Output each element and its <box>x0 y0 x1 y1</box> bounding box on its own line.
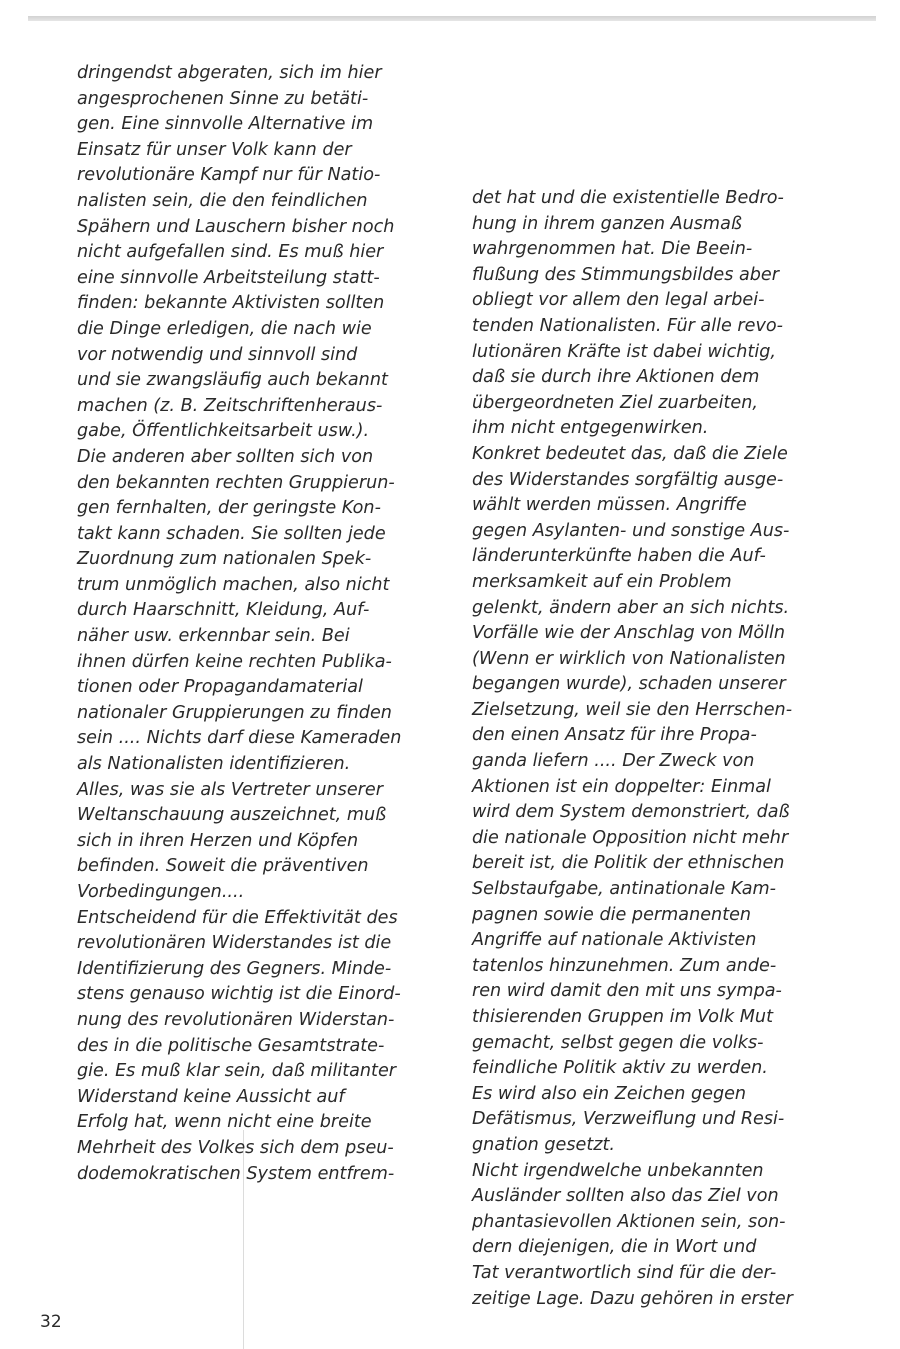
text-line: nung des revolutionären Widerstan- <box>77 1009 395 1030</box>
text-line: nicht aufgefallen sind. Es muß hier <box>77 242 384 263</box>
text-line: Zuordnung zum nationalen Spek- <box>77 549 372 570</box>
text-line: ihm nicht entgegenwirken. <box>472 418 709 439</box>
text-line: dern diejenigen, die in Wort und <box>472 1237 757 1258</box>
text-line: Ausländer sollten also das Ziel von <box>472 1186 779 1207</box>
text-line: und sie zwangsläufig auch bekannt <box>77 370 388 391</box>
text-line: des in die politische Gesamtstrate- <box>77 1035 385 1056</box>
text-line: daß sie durch ihre Aktionen dem <box>472 367 760 388</box>
text-line: dodemokratischen System entfrem- <box>77 1163 395 1184</box>
text-line: flußung des Stimmungsbildes aber <box>472 264 779 285</box>
text-line: Nicht irgendwelche unbekannten <box>472 1160 764 1181</box>
text-line: wahrgenommen hat. Die Beein- <box>472 239 753 260</box>
text-line: Mehrheit des Volkes sich dem pseu- <box>77 1137 394 1158</box>
text-line: finden: bekannte Aktivisten sollten <box>77 293 385 314</box>
text-line: eine sinnvolle Arbeitsteilung statt- <box>77 267 380 288</box>
text-line: machen (z. B. Zeitschriftenheraus- <box>77 395 383 416</box>
text-line: hung in ihrem ganzen Ausmaß <box>472 213 742 234</box>
text-line: Angriffe auf nationale Aktivisten <box>472 930 757 951</box>
text-line: (Wenn er wirklich von Nationalisten <box>472 648 786 669</box>
text-line: ganda liefern .... Der Zweck von <box>472 751 755 772</box>
text-line: wird dem System demonstriert, daß <box>472 802 790 823</box>
text-line: angesprochenen Sinne zu betäti- <box>77 88 369 109</box>
text-line: thisierenden Gruppen im Volk Mut <box>472 1007 773 1027</box>
text-line: merksamkeit auf ein Problem <box>472 571 732 592</box>
text-line: wählt werden müssen. Angriffe <box>472 495 747 516</box>
text-line: dringendst abgeraten, sich im hier <box>77 63 382 83</box>
page-number: 32 <box>40 1312 62 1332</box>
right-text-column <box>472 186 817 1312</box>
text-line: begangen wurde), schaden unserer <box>472 674 786 695</box>
text-line: Erfolg hat, wenn nicht eine breite <box>77 1112 372 1133</box>
text-line: gemacht, selbst gegen die volks- <box>472 1032 764 1053</box>
text-line: Defätismus, Verzweiflung und Resi- <box>472 1109 785 1130</box>
text-line: Vorfälle wie der Anschlag von Mölln <box>472 623 786 644</box>
text-line: takt kann schaden. Sie sollten jede <box>77 523 386 544</box>
text-line: bereit ist, die Politik der ethnischen <box>472 853 785 874</box>
text-line: revolutionäre Kampf nur für Natio- <box>77 165 381 186</box>
text-line: Es wird also ein Zeichen gegen <box>472 1083 747 1104</box>
text-line: sein .... Nichts darf diese Kameraden <box>77 728 402 749</box>
text-line: ihnen dürfen keine rechten Publika- <box>77 651 392 672</box>
text-line: gen. Eine sinnvolle Alternative im <box>77 114 374 135</box>
text-line: Einsatz für unser Volk kann der <box>77 139 352 160</box>
text-line: die Dinge erledigen, die nach wie <box>77 318 372 339</box>
text-line: länderunterkünfte haben die Auf- <box>472 546 766 567</box>
text-line: pagnen sowie die permanenten <box>472 904 752 925</box>
text-line: Selbstaufgabe, antinationale Kam- <box>472 879 776 900</box>
text-line: nationaler Gruppierungen zu finden <box>77 702 392 723</box>
text-line: vor notwendig und sinnvoll sind <box>77 344 358 365</box>
text-line: lutionären Kräfte ist dabei wichtig, <box>472 341 776 362</box>
text-line: Aktionen ist ein doppelter: Einmal <box>472 776 771 797</box>
text-line: die nationale Opposition nicht mehr <box>472 827 789 848</box>
text-line: feindliche Politik aktiv zu werden. <box>472 1058 768 1079</box>
text-line: phantasievollen Aktionen sein, son- <box>472 1211 786 1232</box>
text-line: gnation gesetzt. <box>472 1134 616 1155</box>
text-line: nalisten sein, die den feindlichen <box>77 190 368 211</box>
top-rule <box>28 16 876 21</box>
text-line: den bekannten rechten Gruppierun- <box>77 472 395 493</box>
text-line: Weltanschauung auszeichnet, muß <box>77 805 387 826</box>
left-text-column <box>77 61 422 1187</box>
text-line: trum unmöglich machen, also nicht <box>77 574 390 595</box>
text-line: Konkret bedeutet das, daß die Ziele <box>472 443 788 464</box>
text-line: det hat und die existentielle Bedro- <box>472 188 784 208</box>
text-line: Widerstand keine Aussicht auf <box>77 1086 345 1107</box>
text-line: sich in ihren Herzen und Köpfen <box>77 830 359 851</box>
text-line: Identifizierung des Gegners. Minde- <box>77 958 392 979</box>
text-line: Vorbedingungen.... <box>77 882 245 902</box>
text-line: Die anderen aber sollten sich von <box>77 446 374 467</box>
text-line: ren wird damit den mit uns sympa- <box>472 981 782 1002</box>
text-line: gabe, Öffentlichkeitsarbeit usw.). <box>77 421 370 442</box>
text-line: des Widerstandes sorgfältig ausge- <box>472 469 784 490</box>
text-line: stens genauso wichtig ist die Einord- <box>77 984 401 1005</box>
text-line: näher usw. erkennbar sein. Bei <box>77 626 350 647</box>
text-line: übergeordneten Ziel zuarbeiten, <box>472 392 758 413</box>
text-line: gelenkt, ändern aber an sich nichts. <box>472 597 790 618</box>
text-line: Alles, was sie als Vertreter unserer <box>77 779 383 800</box>
text-line: Spähern und Lauschern bisher noch <box>77 216 395 237</box>
text-line: Entscheidend für die Effektivität des <box>77 907 398 928</box>
text-line: zeitige Lage. Dazu gehören in erster <box>472 1288 793 1309</box>
text-line: tionen oder Propagandamaterial <box>77 677 363 698</box>
text-line: revolutionären Widerstandes ist die <box>77 933 392 954</box>
text-line: gen fernhalten, der geringste Kon- <box>77 498 381 519</box>
text-line: als Nationalisten identifizieren. <box>77 754 351 775</box>
text-line: befinden. Soweit die präventiven <box>77 856 369 877</box>
text-line: gie. Es muß klar sein, daß militanter <box>77 1061 397 1082</box>
text-line: obliegt vor allem den legal arbei- <box>472 290 765 311</box>
text-line: den einen Ansatz für ihre Propa- <box>472 725 757 746</box>
text-line: Tat verantwortlich sind für die der- <box>472 1262 777 1283</box>
text-line: tatenlos hinzunehmen. Zum ande- <box>472 955 777 976</box>
text-line: Zielsetzung, weil sie den Herrschen- <box>472 699 793 720</box>
text-line: durch Haarschnitt, Kleidung, Auf- <box>77 600 370 621</box>
text-line: gegen Asylanten- und sonstige Aus- <box>472 520 790 541</box>
text-line: tenden Nationalisten. Für alle revo- <box>472 315 783 336</box>
